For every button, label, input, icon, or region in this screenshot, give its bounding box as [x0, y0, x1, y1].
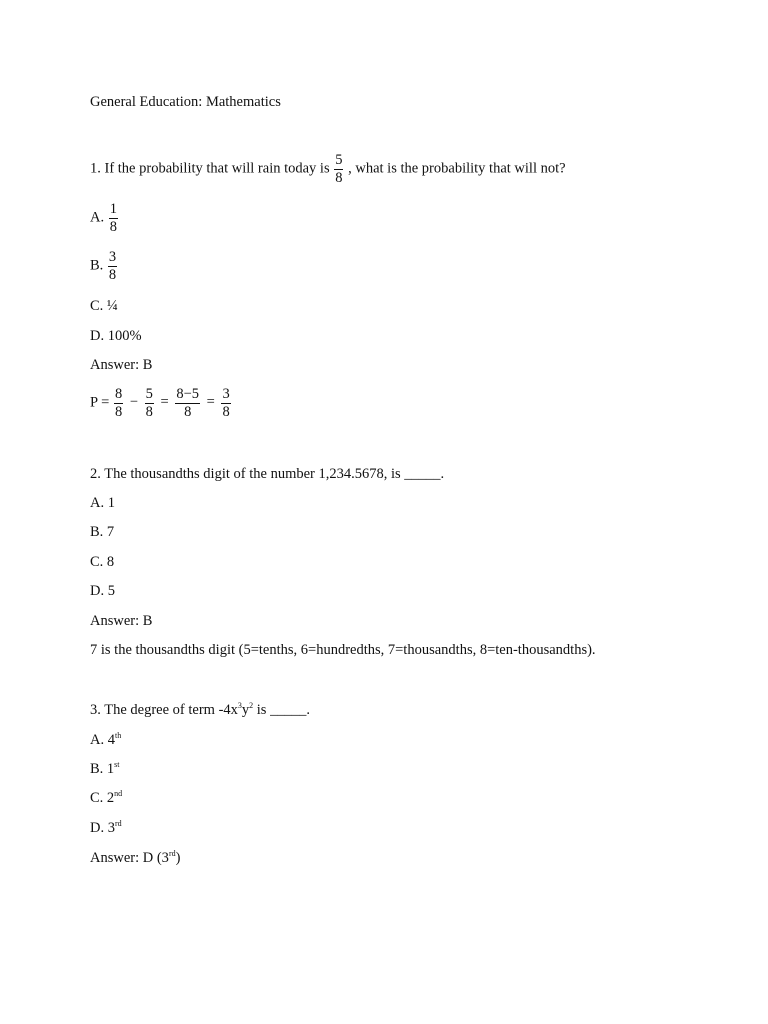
- question-2-answer: Answer: B: [90, 613, 153, 629]
- choice-text: A. 4: [90, 732, 115, 748]
- choice-fraction: [109, 202, 118, 234]
- question-2-choice-b: B. 7: [90, 524, 115, 540]
- choice-text: B. 1: [90, 761, 115, 777]
- question-1-choice-d: D. 100%: [90, 328, 142, 344]
- fraction-numerator: 5: [335, 152, 343, 168]
- question-1-solution: [90, 387, 232, 419]
- fraction-denominator: 8: [145, 403, 153, 420]
- answer-text: Answer: D (3: [90, 850, 169, 866]
- question-1-choice-c: C. ¼: [90, 298, 118, 314]
- choice-text: C. 2: [90, 790, 115, 806]
- fraction-denominator: 8: [335, 169, 343, 186]
- question-2-choice-c: C. 8: [90, 554, 115, 570]
- exponent: 3: [237, 701, 242, 710]
- question-3-choice-c: [90, 791, 122, 806]
- solution-fraction-1: [114, 387, 123, 419]
- stem-variable: y: [241, 702, 250, 718]
- fraction-denominator: 8: [109, 218, 117, 235]
- stem-text: 3. The degree of term -4x: [90, 702, 238, 718]
- solution-p-label: P =: [90, 394, 110, 411]
- question-1-choice-a: [90, 202, 119, 234]
- fraction-denominator: 8: [222, 403, 230, 420]
- question-3-choice-a: [90, 733, 121, 748]
- minus-sign: −: [129, 394, 139, 411]
- question-1-text-after: , what is the probability that will not?: [348, 160, 566, 177]
- ordinal-suffix: rd: [168, 849, 176, 858]
- ordinal-suffix: rd: [114, 819, 122, 828]
- solution-fraction-4: [221, 387, 230, 419]
- choice-fraction: [108, 250, 117, 282]
- exponent: 2: [249, 701, 254, 710]
- choice-label: A.: [90, 209, 105, 226]
- question-1-stem: [90, 153, 566, 185]
- fraction-numerator: 3: [222, 386, 230, 402]
- question-1-answer: Answer: B: [90, 357, 153, 373]
- document-title: General Education: Mathematics: [90, 94, 281, 110]
- answer-close-paren: ): [175, 850, 181, 866]
- solution-fraction-3: [175, 387, 200, 419]
- question-1-fraction: [334, 153, 343, 185]
- ordinal-suffix: th: [114, 731, 122, 740]
- question-1-choice-b: [90, 250, 118, 282]
- fraction-denominator: 8: [184, 403, 192, 420]
- stem-text-end: is _____.: [253, 702, 310, 718]
- question-2-choice-d: D. 5: [90, 583, 115, 599]
- ordinal-suffix: st: [114, 760, 120, 769]
- question-2-explanation: 7 is the thousandths digit (5=tenths, 6=hundredths, 7=thousandths, 8=ten-thousandths).: [90, 642, 596, 658]
- ordinal-suffix: nd: [114, 789, 123, 798]
- choice-text: D. 3: [90, 820, 115, 836]
- equals-sign: =: [160, 394, 169, 411]
- solution-fraction-2: [145, 387, 154, 419]
- fraction-denominator: 8: [108, 266, 117, 283]
- choice-label: B.: [90, 257, 104, 274]
- question-3-answer: [90, 851, 180, 866]
- question-3-stem: [90, 703, 310, 718]
- question-2-stem: 2. The thousandths digit of the number 1,234.5678, is _____.: [90, 466, 445, 482]
- equals-sign: =: [206, 394, 215, 411]
- fraction-numerator: 3: [108, 249, 117, 265]
- question-2-choice-a: A. 1: [90, 495, 115, 511]
- fraction-numerator: 8−5: [176, 386, 200, 402]
- fraction-denominator: 8: [114, 403, 123, 420]
- question-3-choice-b: [90, 762, 120, 777]
- fraction-numerator: 8: [114, 386, 123, 402]
- fraction-numerator: 5: [145, 386, 153, 402]
- question-1-text-before: 1. If the probability that will rain today is: [90, 160, 330, 177]
- fraction-numerator: 1: [109, 201, 117, 217]
- question-3-choice-d: [90, 821, 122, 836]
